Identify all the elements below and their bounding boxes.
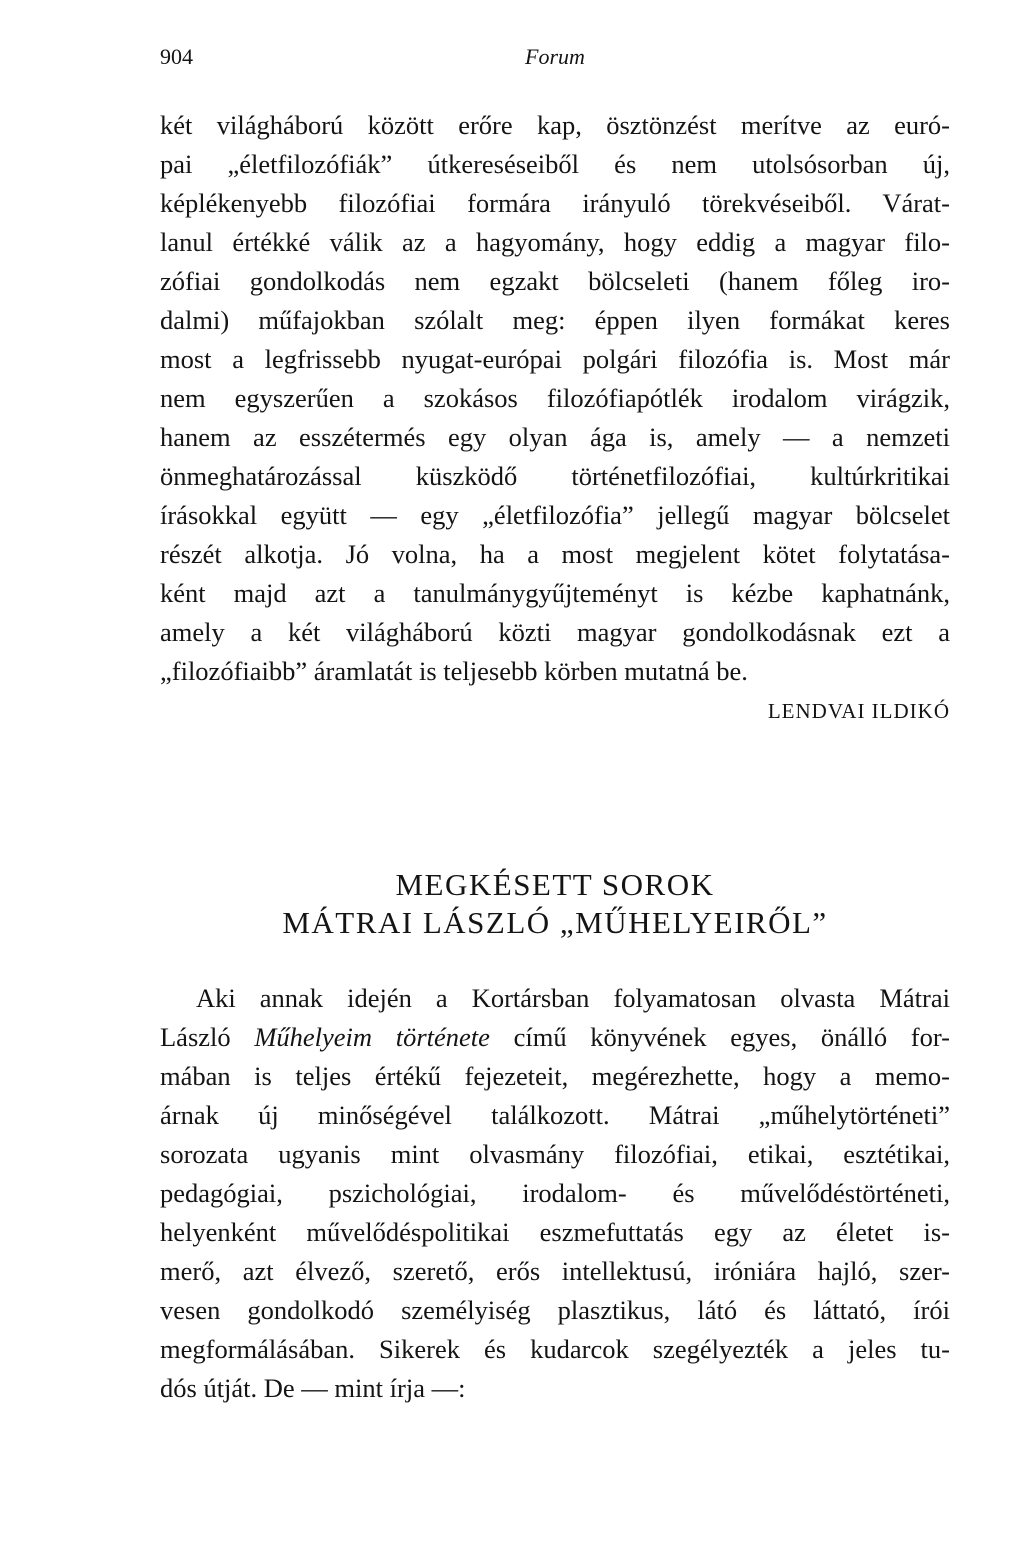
section-title-line-2: MÁTRAI LÁSZLÓ „MŰHELYEIRŐL” xyxy=(282,905,828,940)
review-line: részét alkotja. Jó volna, ha a most megjelent kötet folytatása- xyxy=(160,539,950,569)
review-line: nem egyszerűen a szokásos filozófiapótlék irodalom virágzik, xyxy=(160,383,950,413)
review-line: ként majd azt a tanulmánygyűjteményt is kézbe kaphatnánk, xyxy=(160,578,950,608)
review-line: önmeghatározással küszködő történetfilozófiai, kultúrkritikai xyxy=(160,461,950,491)
page-number: 904 xyxy=(160,44,193,69)
review-line: dalmi) műfajokban szólalt meg: éppen ilyen formákat keres xyxy=(160,305,950,335)
review-line: képlékenyebb filozófiai formára irányuló törekvéseiből. Várat- xyxy=(160,188,950,218)
essay-line: vesen gondolkodó személyiség plasztikus, látó és láttató, írói xyxy=(160,1295,950,1325)
essay-line: árnak új minőségével találkozott. Mátrai „műhelytörténeti” xyxy=(160,1100,950,1130)
essay-line: megformálásában. Sikerek és kudarcok szegélyezték a jeles tu- xyxy=(160,1334,950,1364)
review-line: hanem az esszétermés egy olyan ága is, amely — a nemzeti xyxy=(160,422,950,452)
essay-line: Aki annak idején a Kortársban folyamatosan olvasta Mátrai xyxy=(196,983,950,1013)
essay-line: merő, azt élvező, szerető, erős intellektusú, iróniára hajló, szer- xyxy=(160,1256,950,1286)
review-line: „filozófiaibb” áramlatát is teljesebb körben mutatná be. xyxy=(160,656,748,686)
book-title: Műhelyeim története xyxy=(254,1022,490,1052)
review-line: amely a két világháború közti magyar gondolkodásnak ezt a xyxy=(160,617,950,647)
essay-line: pedagógiai, pszichológiai, irodalom- és művelődéstörténeti, xyxy=(160,1178,950,1208)
review-body xyxy=(160,106,950,691)
essay-line: mában is teljes értékű fejezeteit, megérezhette, hogy a memo- xyxy=(160,1061,950,1091)
essay-line: sorozata ugyanis mint olvasmány filozófiai, etikai, esztétikai, xyxy=(160,1139,950,1169)
essay-line: dós útját. De — mint írja —: xyxy=(160,1373,466,1403)
essay-body xyxy=(160,979,950,1408)
essay-line xyxy=(160,1018,950,1057)
section-title-line-1: MEGKÉSETT SOROK xyxy=(395,867,715,902)
author-signature: LENDVAI ILDIKÓ xyxy=(767,699,950,723)
journal-title: Forum xyxy=(525,44,585,69)
review-line: zófiai gondolkodás nem egzakt bölcseleti (hanem főleg iro- xyxy=(160,266,950,296)
essay-line: helyenként művelődéspolitikai eszmefuttatás egy az életet is- xyxy=(160,1217,950,1247)
review-line: most a legfrissebb nyugat-európai polgári filozófia is. Most már xyxy=(160,344,950,374)
review-line: két világháború között erőre kap, ösztönzést merítve az euró- xyxy=(160,110,950,140)
essay-text: László xyxy=(160,1022,255,1052)
section-heading xyxy=(160,866,950,942)
review-line: írásokkal együtt — egy „életfilozófia” jellegű magyar bölcselet xyxy=(160,500,950,530)
essay-text: című könyvének egyes, önálló for- xyxy=(489,1022,950,1052)
review-line: lanul értékké válik az a hagyomány, hogy eddig a magyar filo- xyxy=(160,227,950,257)
review-line: pai „életfilozófiák” útkereséseiből és nem utolsósorban új, xyxy=(160,149,950,179)
running-head xyxy=(160,44,950,76)
